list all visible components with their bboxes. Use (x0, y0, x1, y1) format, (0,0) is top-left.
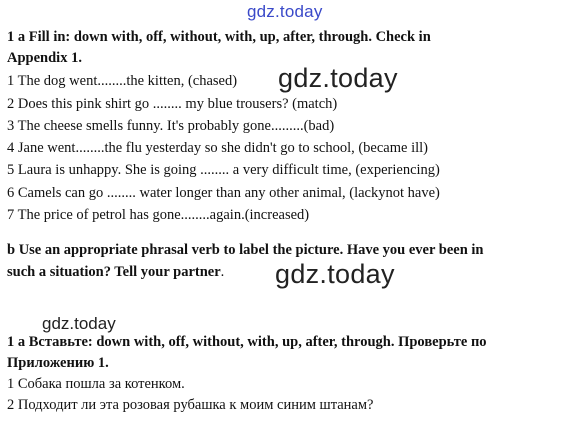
translation-instruction-line1: 1 а Вставьте: down with, off, without, with, up, after, through. Проверьте по (7, 334, 487, 350)
exercise-1a-item-2: 2 Does this pink shirt go ........ my blue trousers? (match) (7, 96, 338, 112)
exercise-1a-item-6: 6 Camels can go ........ water longer than any other animal, (lackynot have) (7, 185, 440, 201)
exercise-1a-instruction-line2: Appendix 1. (7, 50, 82, 66)
exercise-1a-item-4: 4 Jane went........the flu yesterday so she didn't go to school, (became ill) (7, 140, 428, 156)
exercise-1b-line2-text: such a situation? Tell your partner (7, 264, 221, 280)
exercise-1a-item-5: 5 Laura is unhappy. She is going ........ a very difficult time, (experiencing) (7, 162, 440, 178)
translation-instruction-line2: Приложению 1. (7, 355, 109, 371)
watermark-mid-2: gdz.today (275, 259, 395, 289)
watermark-mid-1: gdz.today (278, 63, 398, 93)
translation-item-1: 1 Собака пошла за котенком. (7, 376, 185, 392)
exercise-1b-line1: b Use an appropriate phrasal verb to label the picture. Have you ever been in (7, 242, 484, 258)
exercise-1b-line2-period: . (220, 264, 225, 280)
exercise-1a-item-7: 7 The price of petrol has gone........again.(increased) (7, 207, 310, 223)
exercise-1a-item-3: 3 The cheese smells funny. It's probably gone.........(bad) (7, 118, 335, 134)
watermark-top: gdz.today (247, 2, 323, 21)
watermark-small: gdz.today (42, 314, 116, 333)
exercise-1b-line2 (7, 263, 224, 281)
exercise-1a-instruction-line1: 1 a Fill in: down with, off, without, with, up, after, through. Check in (7, 29, 431, 45)
translation-item-2: 2 Подходит ли эта розовая рубашка к моим синим штанам? (7, 397, 374, 413)
exercise-1a-item-1: 1 The dog went........the kitten, (chased) (7, 73, 238, 89)
